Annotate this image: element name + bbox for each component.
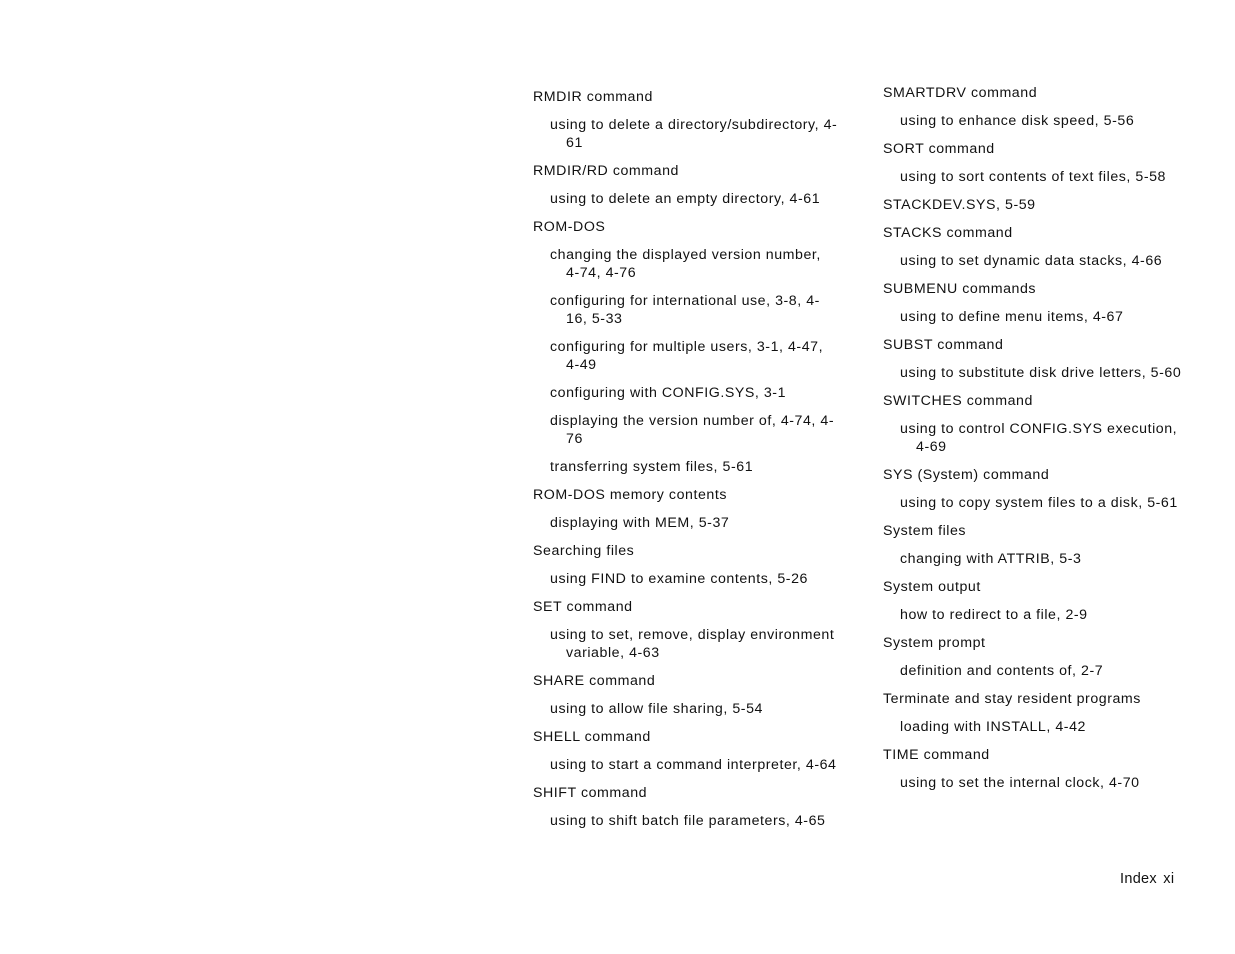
page-footer: Index xi <box>1120 871 1175 887</box>
index-column-left <box>533 88 838 840</box>
index-entry: SHARE command <box>533 673 656 689</box>
index-subentry: displaying the version number of, 4-74, 4-76 <box>550 413 835 447</box>
index-subentry: changing the displayed version number, 4-74, 4-76 <box>550 247 821 281</box>
index-subentry: configuring for international use, 3-8, 4-16, 5-33 <box>550 293 820 327</box>
index-subentry: configuring with CONFIG.SYS, 3-1 <box>550 385 787 401</box>
index-subentry: using FIND to examine contents, 5-26 <box>550 571 808 587</box>
index-entry: SWITCHES command <box>883 393 1033 409</box>
index-entry: System files <box>883 523 967 539</box>
index-subentry: using to copy system files to a disk, 5-61 <box>900 495 1178 511</box>
index-subentry: displaying with MEM, 5-37 <box>550 515 730 531</box>
index-entry: ROM-DOS memory contents <box>533 487 727 503</box>
index-entry: SYS (System) command <box>883 467 1050 483</box>
index-entry: Terminate and stay resident programs <box>883 691 1141 707</box>
index-subentry: changing with ATTRIB, 5-3 <box>900 551 1082 567</box>
index-entry: RMDIR command <box>533 89 653 105</box>
index-subentry: using to allow file sharing, 5-54 <box>550 701 763 717</box>
index-entry: ROM-DOS <box>533 219 606 235</box>
index-subentry: configuring for multiple users, 3-1, 4-47, 4-49 <box>550 339 824 373</box>
index-subentry: using to define menu items, 4-67 <box>900 309 1124 325</box>
index-entry: SORT command <box>883 141 995 157</box>
index-subentry: using to sort contents of text files, 5-58 <box>900 169 1166 185</box>
index-entry: SUBMENU commands <box>883 281 1037 297</box>
index-entry: System prompt <box>883 635 986 651</box>
index-subentry: how to redirect to a file, 2-9 <box>900 607 1088 623</box>
index-subentry: loading with INSTALL, 4-42 <box>900 719 1086 735</box>
index-subentry: using to set dynamic data stacks, 4-66 <box>900 253 1163 269</box>
index-column-right <box>883 84 1193 802</box>
index-subentry: using to start a command interpreter, 4-64 <box>550 757 837 773</box>
index-entry: SUBST command <box>883 337 1004 353</box>
index-subentry: using to enhance disk speed, 5-56 <box>900 113 1135 129</box>
index-subentry: using to delete an empty directory, 4-61 <box>550 191 821 207</box>
index-entry: System output <box>883 579 981 595</box>
index-subentry: using to set, remove, display environment variable, 4-63 <box>550 627 835 661</box>
index-subentry: using to shift batch file parameters, 4-65 <box>550 813 826 829</box>
index-entry: Searching files <box>533 543 635 559</box>
index-subentry: using to set the internal clock, 4-70 <box>900 775 1140 791</box>
index-entry: TIME command <box>883 747 990 763</box>
index-entry: SMARTDRV command <box>883 85 1038 101</box>
index-entry: RMDIR/RD command <box>533 163 679 179</box>
index-entry: STACKS command <box>883 225 1013 241</box>
index-subentry: using to substitute disk drive letters, 5-60 <box>900 365 1182 381</box>
index-subentry: using to delete a directory/subdirectory, 4-61 <box>550 117 838 151</box>
index-subentry: transferring system files, 5-61 <box>550 459 754 475</box>
index-entry: STACKDEV.SYS, 5-59 <box>883 197 1036 213</box>
index-entry: SHIFT command <box>533 785 648 801</box>
index-entry: SET command <box>533 599 633 615</box>
index-subentry: definition and contents of, 2-7 <box>900 663 1104 679</box>
index-subentry: using to control CONFIG.SYS execution, 4-69 <box>900 421 1178 455</box>
index-entry: SHELL command <box>533 729 651 745</box>
